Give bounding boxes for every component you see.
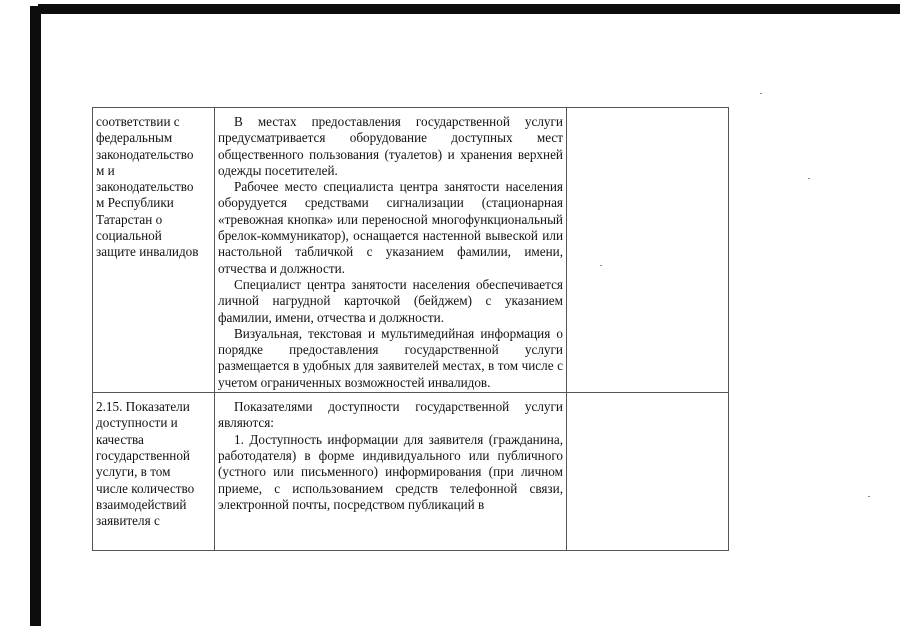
document-table (92, 107, 729, 551)
description-paragraph: Показателями доступности государственной услуги являются: (218, 399, 563, 431)
scan-speck (760, 93, 762, 94)
empty-cell (567, 393, 729, 551)
scan-speck (868, 496, 870, 497)
scan-speck (808, 178, 810, 179)
description-paragraph: Рабочее место специалиста центра занятости населения оборудуется средствами сигнализации (стационарная «тревожная кнопка» или переносной многофункциональный брелок-коммуникатор), оснащается настенной вывеской или настольной табличкой с указанием фамилии, имени, отчества и должности. (218, 179, 563, 276)
scan-border-top (38, 4, 900, 14)
criterion-line: социальной (96, 228, 162, 244)
criterion-line: услуги, в том (96, 464, 171, 480)
description-paragraph: Специалист центра занятости населения обеспечивается личной нагрудной карточкой (бейджем) с указанием фамилии, имени, отчества и должности. (218, 276, 563, 325)
table-row (93, 108, 729, 393)
description-paragraph: В местах предоставления государственной услуги предусматривается оборудование доступных мест общественного пользования (туалетов) и хранения верхней одежды посетителей. (218, 114, 563, 178)
criterion-line: защите инвалидов (96, 244, 199, 260)
description-paragraph: Визуальная, текстовая и мультимедийная информация о порядке предоставления государственной услуги размещается в удобных для заявителей местах, в том числе с учетом ограниченных возможностей инвалидов. (218, 325, 563, 390)
criterion-line: м Республики (96, 195, 174, 211)
criterion-line: м и (96, 162, 115, 178)
description-cell (215, 393, 567, 551)
criterion-cell (93, 393, 215, 551)
criterion-cell (93, 108, 215, 393)
table-row (93, 393, 729, 551)
criterion-line: законодательство (96, 179, 194, 195)
criterion-line: взаимодействий (96, 496, 187, 512)
criterion-line: качества (96, 431, 144, 447)
criterion-line: доступности и (96, 415, 178, 431)
criterion-line: федеральным (96, 130, 173, 146)
description-cell (215, 108, 567, 393)
criterion-line: законодательство (96, 146, 194, 162)
criterion-line: заявителя с (96, 513, 160, 529)
criterion-line: Татарстан о (96, 211, 163, 227)
description-paragraph: 1. Доступность информации для заявителя (гражданина, работодателя) в форме индивидуального или публичного (устного или письменного) информирования (при личном приеме, с использованием средств телефонной связи, электронной почты, посредством публикаций в (218, 431, 563, 512)
criterion-line: соответствии с (96, 114, 180, 129)
scan-border-left (30, 6, 41, 626)
criterion-line: государственной (96, 447, 190, 463)
criterion-line: 2.15. Показатели (96, 399, 190, 415)
empty-cell (567, 108, 729, 393)
criterion-line: числе количество (96, 480, 195, 496)
